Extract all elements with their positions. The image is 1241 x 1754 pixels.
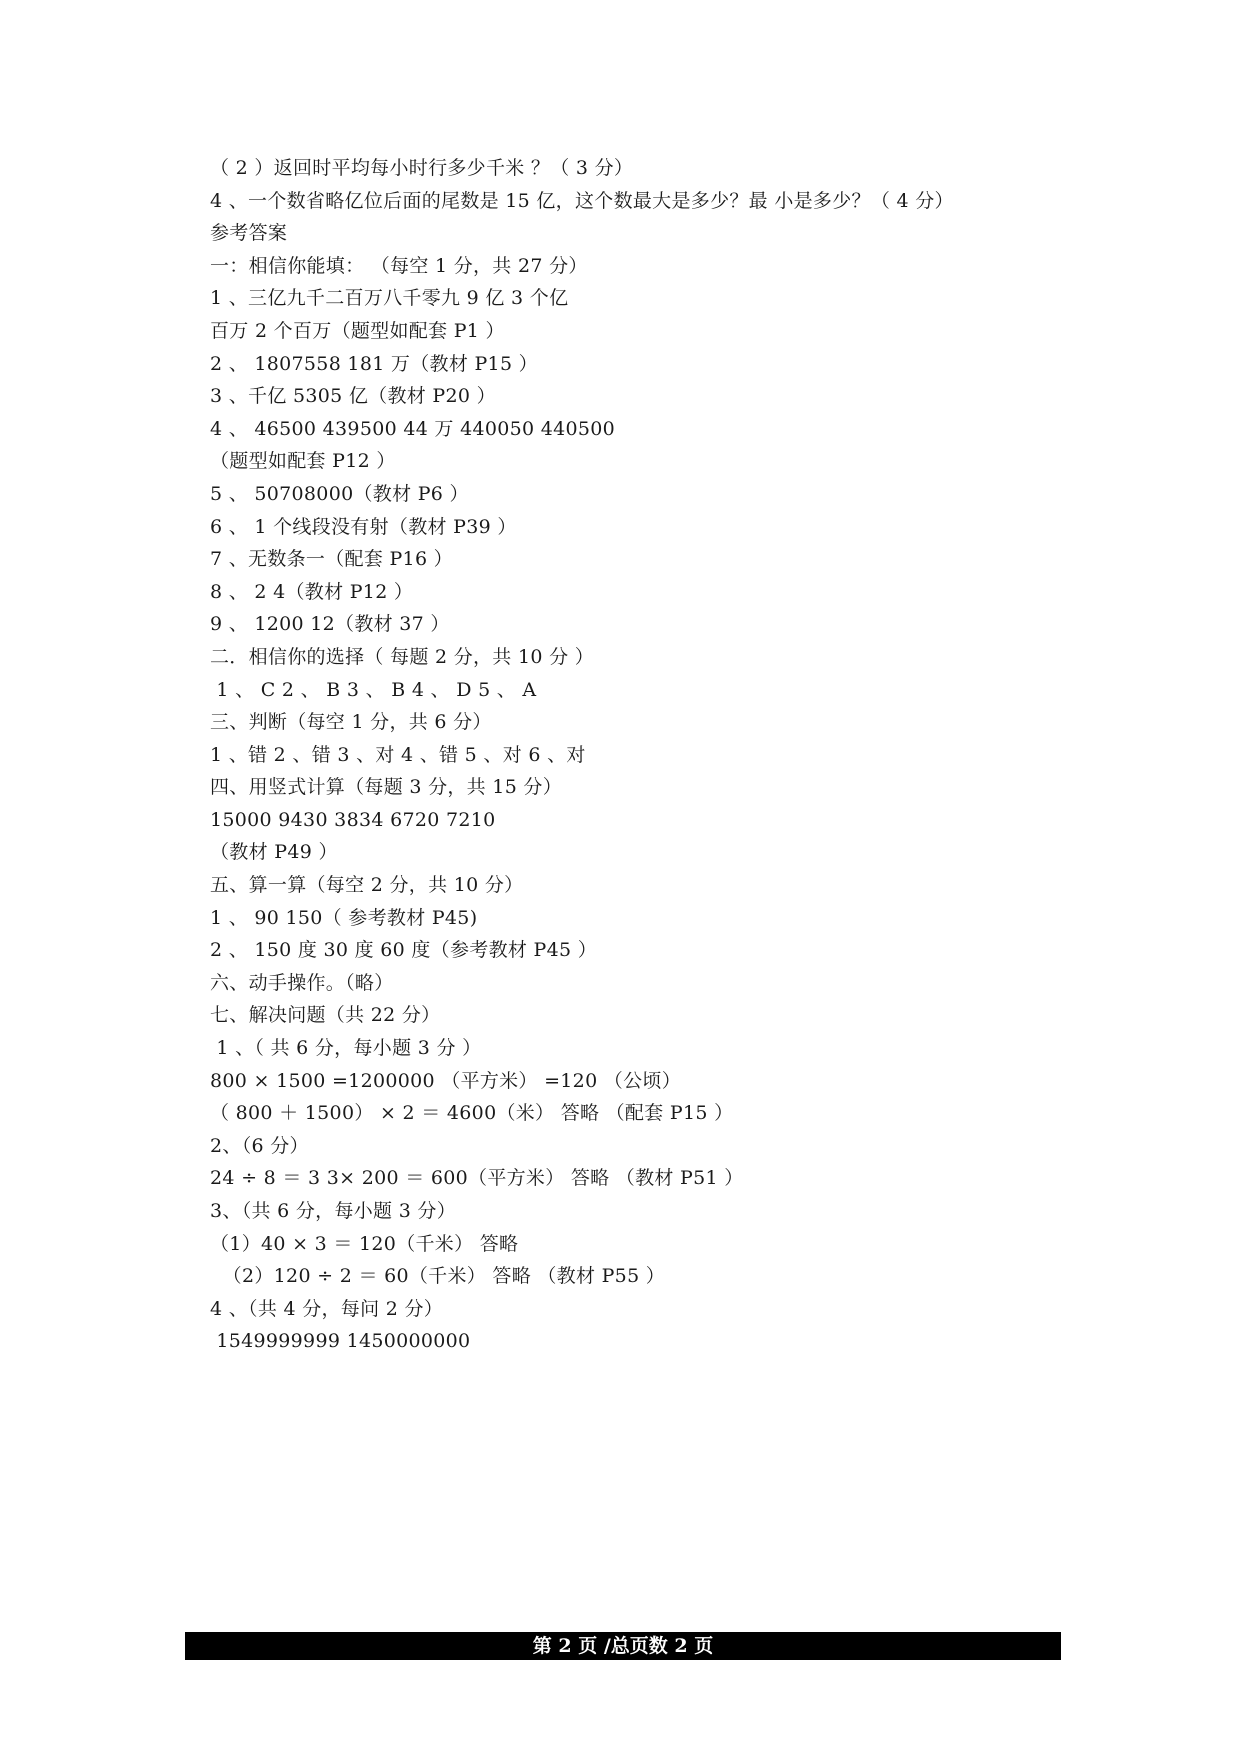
text-line: 8 、 2 4（教材 P12 ）	[210, 580, 414, 603]
text-line: （题型如配套 P12 ）	[210, 450, 396, 473]
text-line: 7 、无数条一（配套 P16 ）	[210, 548, 453, 571]
text-line: 3 、千亿 5305 亿（教材 P20 ）	[210, 385, 496, 408]
document-body	[210, 152, 1090, 1358]
text-line: 2 、 1807558 181 万（教材 P15 ）	[210, 352, 538, 375]
text-line: 24 ÷ 8 ＝ 3 3× 200 ＝ 600（平方米） 答略 （教材 P51 ）	[210, 1167, 744, 1190]
text-line: 800 × 1500 =1200000 （平方米） =120 （公顷）	[210, 1069, 681, 1092]
text-line: 1 、错 2 、错 3 、对 4 、错 5 、对 6 、对	[210, 743, 586, 766]
text-line: 15000 9430 3834 6720 7210	[210, 808, 496, 831]
text-line: 4 、 46500 439500 44 万 440050 440500	[210, 417, 616, 440]
text-line: 百万 2 个百万（题型如配套 P1 ）	[210, 319, 505, 342]
text-line: 参考答案	[210, 222, 288, 245]
text-line: （1）40 × 3 ＝ 120（千米） 答略	[210, 1232, 519, 1255]
text-line: 五、算一算（每空 2 分，共 10 分）	[210, 874, 524, 897]
text-line: 1 、三亿九千二百万八千零九 9 亿 3 个亿	[210, 287, 569, 310]
text-line: 1 、 90 150（ 参考教材 P45)	[210, 906, 478, 929]
text-line: 4 、一个数省略亿位后面的尾数是 15 亿，这个数最大是多少？最 小是多少？（ 4 分）	[210, 189, 954, 212]
text-line: （2）120 ÷ 2 ＝ 60（千米） 答略 （教材 P55 ）	[210, 1265, 666, 1288]
text-line: （ 800 ＋ 1500） × 2 ＝ 4600（米） 答略 （配套 P15 ）	[210, 1102, 734, 1125]
text-line: （教材 P49 ）	[210, 841, 338, 864]
text-line: 二．相信你的选择（ 每题 2 分，共 10 分 ）	[210, 645, 595, 668]
text-line: 6 、 1 个线段没有射（教材 P39 ）	[210, 515, 517, 538]
text-line: 1 、（ 共 6 分，每小题 3 分 ）	[210, 1037, 482, 1060]
text-line: 七、解决问题（共 22 分）	[210, 1004, 441, 1027]
text-line: 9 、 1200 12（教材 37 ）	[210, 613, 450, 636]
page-footer	[185, 1632, 1061, 1660]
text-line: 5 、 50708000（教材 P6 ）	[210, 482, 469, 505]
text-line: （ 2 ）返回时平均每小时行多少千米 ？（ 3 分）	[210, 157, 634, 179]
text-line: 4 、（共 4 分，每问 2 分）	[210, 1297, 444, 1320]
text-line: 1549999999 1450000000	[210, 1330, 471, 1353]
text-line: 四、用竖式计算（每题 3 分，共 15 分）	[210, 776, 563, 799]
text-line: 1 、 C 2 、 B 3 、 B 4 、 D 5 、 A	[210, 678, 537, 701]
text-line: 一：相信你能填： （每空 1 分，共 27 分）	[210, 254, 588, 277]
text-line: 3、（共 6 分，每小题 3 分）	[210, 1200, 457, 1222]
text-line: 2 、 150 度 30 度 60 度（参考教材 P45 ）	[210, 939, 598, 962]
text-line: 三、判断（每空 1 分，共 6 分）	[210, 711, 492, 734]
text-line: 2、（6 分）	[210, 1134, 309, 1157]
page-number-label: 第 2 页 /总页数 2 页	[532, 1635, 714, 1657]
text-line: 六、动手操作。（略）	[210, 971, 394, 994]
